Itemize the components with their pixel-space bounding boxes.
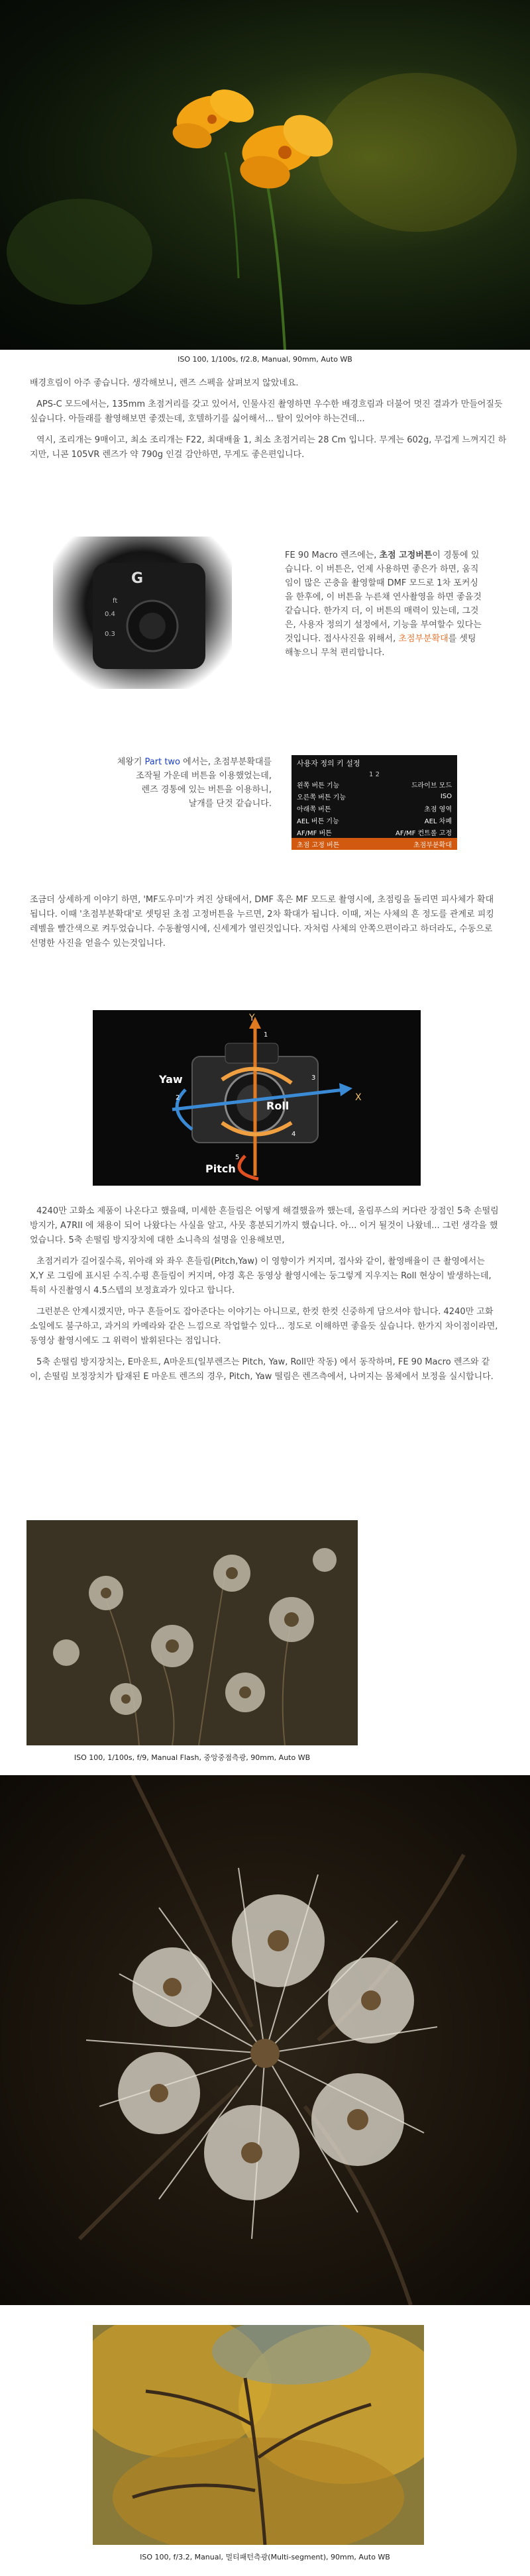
- axis-number: 3: [311, 1074, 316, 1082]
- intro-paragraph: APS-C 모드에서는, 135mm 초점거리를 갖고 있어서, 인물사진 촬영하면 우수한 배경흐림과 더불어 멋진 결과가 만들어질듯 싶습니다. 아들래를 촬영해보면 좋겠는데, 호텔하기를 싫어해서... 탈이 있어야 하는건데...: [30, 399, 503, 424]
- text-segment: 체왕기: [117, 757, 145, 767]
- photo-caption: ISO 100, 1/100s, f/9, Manual Flash, 중앙중점측광, 90mm, Auto WB: [74, 1753, 311, 1762]
- stabilization-diagram: [93, 1010, 421, 1186]
- focus-hold-text: [285, 548, 484, 660]
- text-segment: FE 90 Macro 렌즈에는,: [285, 550, 380, 560]
- menu-row-value: 초점 영역: [424, 805, 452, 813]
- menu-row-value: AEL 차폐: [424, 817, 452, 825]
- intro-paragraph: 역시, 조리개는 9매이고, 최소 조리개는 F22, 최대배율 1, 최소 초점거리는 28 Cm 입니다. 무게는 602g, 무겁게 느껴지긴 하지만, 니콘 105VR 렌즈가 약 790g 인걸 감안하면, 무게도 좋은편입니다.: [30, 435, 507, 460]
- menu-row-value: 드라이브 모드: [411, 782, 452, 790]
- roll-label: Roll: [266, 1100, 290, 1112]
- photo-caption: ISO 100, f/3.2, Manual, 멀티패턴측광(Multi-segment), 90mm, Auto WB: [140, 2553, 390, 2561]
- menu-row-label: 왼쪽 버튼 기능: [297, 782, 340, 790]
- text-highlight: 초점 고정버튼: [379, 550, 433, 560]
- menu-row-value: 초점부분확대: [413, 841, 452, 849]
- text-segment: 를 셋팅해놓으니 무척 편리합니다.: [285, 634, 476, 658]
- lens-button-photo: [53, 537, 232, 689]
- menu-row-value: ISO: [440, 792, 452, 800]
- menu-row: [292, 814, 457, 826]
- text-link: Part two: [144, 757, 181, 767]
- photo-autumn-tree: [93, 2325, 424, 2545]
- text-segment: 이: [432, 550, 441, 560]
- menu-row: [292, 826, 457, 838]
- text-highlight: 초점부분확대: [398, 634, 449, 644]
- menu-row: [292, 802, 457, 814]
- svg-text:G: G: [131, 570, 144, 587]
- intro-text: [30, 376, 507, 469]
- menu-row-label: AEL 버튼 기능: [297, 817, 339, 825]
- stabilization-paragraph: 5축 손떨림 방지장치는, E마운트, A마운트(일부렌즈는 Pitch, Yaw, Roll만 작동) 에서 동작하며, FE 90 Macro 렌즈와 같이, 손떨림 보정장치가 탑재된 E 마운트 렌즈의 경우, Pitch, Yaw 떨림은 렌즈측에서, 나머지는 몸체에서 보정을 실시합니다.: [30, 1357, 494, 1382]
- menu-row-selected: [292, 838, 457, 850]
- menu-row-label: AF/MF 버튼: [297, 829, 332, 837]
- mf-assist-text: [30, 893, 500, 958]
- menu-row-value: AF/MF 컨트롤 고정: [396, 829, 452, 837]
- intro-paragraph: 배경흐림이 아주 좋습니다. 생각해보니, 렌즈 스펙을 살펴보지 않았네요.: [30, 378, 299, 388]
- menu-row: [292, 790, 457, 802]
- photo-orange-flower: [0, 0, 530, 350]
- axis-number: 2: [176, 1094, 180, 1102]
- svg-text:0.3: 0.3: [105, 631, 115, 638]
- yaw-label: Yaw: [159, 1073, 183, 1086]
- axis-number: 1: [264, 1031, 268, 1039]
- photo-seed-heads-small: [26, 1520, 358, 1745]
- text-line: 날개를 단것 같습니다.: [188, 799, 272, 809]
- photo-caption: ISO 100, 1/100s, f/2.8, Manual, 90mm, Auto WB: [178, 355, 352, 364]
- custom-key-menu: [292, 755, 457, 849]
- photo-seed-head-large: [0, 1775, 530, 2305]
- x-axis-label: X: [355, 1092, 362, 1103]
- y-axis-label: Y: [249, 1013, 255, 1023]
- menu-row-label: 오른쪽 버튼 기능: [297, 794, 346, 801]
- menu-row-label: 초점 고정 버튼: [297, 841, 340, 849]
- menu-pages: 1 2: [369, 771, 380, 778]
- stabilization-text: [30, 1204, 500, 1391]
- menu-title: 사용자 정의 키 설정: [297, 759, 360, 768]
- text-line: 조작될 가운데 버튼을 이용했었는데,: [136, 771, 272, 781]
- svg-text:ft: ft: [113, 597, 118, 605]
- pitch-label: Pitch: [205, 1162, 236, 1175]
- axis-number: 5: [235, 1154, 240, 1161]
- part-two-text: [53, 755, 272, 811]
- menu-row: [292, 778, 457, 790]
- text-line: 렌즈 경통에 있는 버튼을 이용하니,: [141, 785, 272, 795]
- text-segment: 에서는, 초점부분확대를: [180, 757, 272, 767]
- menu-row-label: 아래쪽 버튼: [297, 805, 331, 813]
- stabilization-paragraph: 4240만 고화소 제품이 나온다고 했을때, 미세한 흔들림은 어떻게 해결했을까 했는데, 올림푸스의 커다란 장점인 5축 손떨림방지가, A7RII 에 채용이 되어 나왔다는 사실을 알고, 사뭇 흥분되기까지 했습니다. 아... 이거 될것이 나왔네... 그런 생각을 했었습니다. 5축 손떨림 방지장치에 대한 소니측의 설명을 인용해보면,: [30, 1206, 499, 1245]
- stabilization-paragraph: 초점거리가 길어질수록, 위아래 와 좌우 흔들림(Pitch,Yaw) 이 영향이가 커지며, 접사와 같이, 촬영배율이 큰 촬영에서는 X,Y 로 그림에 표시된 수직.수평 흔들림이 커지며, 야경 혹은 동영상 촬영시에는 둥그렇게 지우지는 Roll 현상이 발생하는데, 특히 사진촬영시 4.5스텝의 보정효과가 있다고 합니다.: [30, 1257, 492, 1296]
- stabilization-paragraph: 그런분은 안계시겠지만, 마구 흔들어도 잡아준다는 이야기는 아니므로, 한컷 한컷 신중하게 담으셔야 합니다. 4240만 고화소일에도 불구하고, 과거의 카메라와 같은 느낌으로 작업할수 있다... 정도로 이해하면 좋을듯 싶습니다. 한가지 차이점이라면, 동영상 촬영시에도 그 위력이 발휘된다는 점입니다.: [30, 1307, 498, 1346]
- axis-number: 4: [292, 1131, 296, 1138]
- mf-assist-paragraph: 조금더 상세하게 이야기 하면, 'MF도우미'가 켜진 상태에서, DMF 혹은 MF 모드로 촬영시에, 초점링을 돌리면 피사체가 확대 됩니다. 이때 '초점부분확대'로 셋팅된 초점 고정버튼을 누르면, 2차 확대가 됩니다. 이때, 저는 사체의 흔 정도를 관계로 피킹레벨을 빨간색으로 켜두었습니다. 수동촬영시에, 신세계가 열린것입니다. 자처럼 사체의 안쪽으편이라고 하더라도, 수동으로 선명한 사진을 얻을수 있는것입니다.: [30, 895, 494, 949]
- text-segment: 경통에 있습니다. 이 버튼은, 언제 사용하면 좋은가 하면, 움직임이 많은 곤충을 촬영할때 DMF 모드로 1차 포커싱을 한후에, 이 버튼을 누른채 연사촬영을 하면 좋을것 같습니다. 한가지 더, 이 버튼의 매력이 있는데, 그것은, 사용자 정의기 설정에서, 기능을 부여할수 있다는것입니다. 접사사진을 위해서,: [285, 550, 482, 644]
- svg-text:0.4: 0.4: [105, 611, 115, 618]
